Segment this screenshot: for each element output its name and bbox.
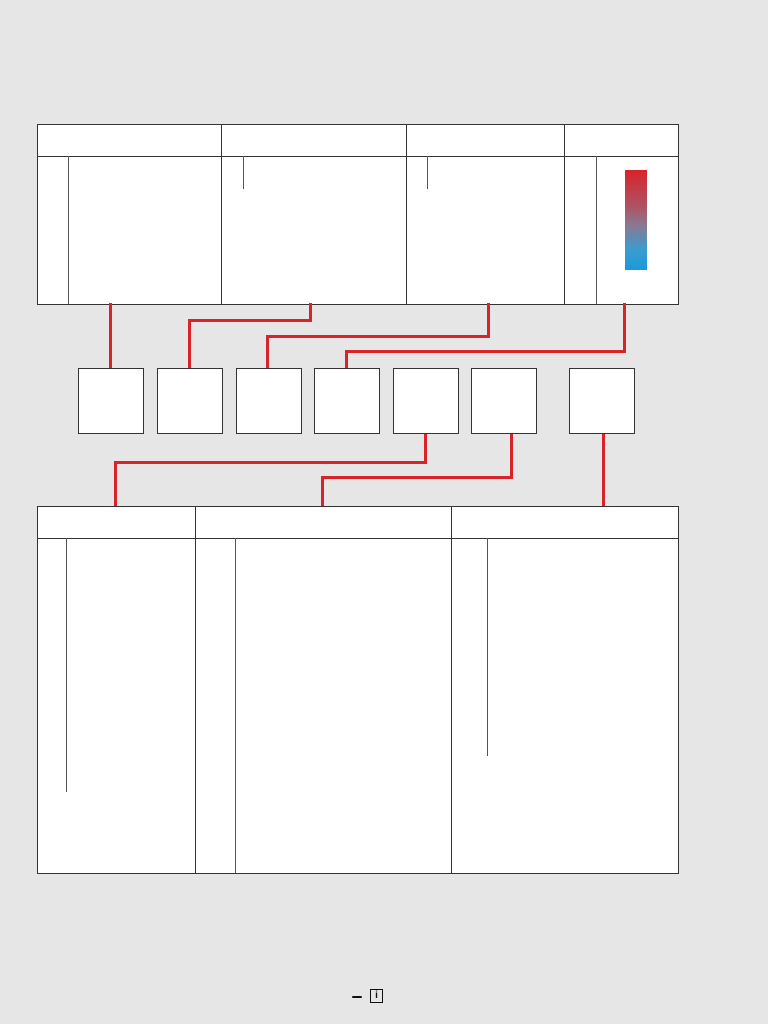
code-box-feature [471, 368, 537, 434]
connector-thread [109, 303, 112, 369]
connector-feature [510, 434, 513, 479]
code-box-gap [569, 368, 635, 434]
language-badge [352, 996, 362, 998]
code-box-resistor [236, 368, 302, 434]
code-box-reach [393, 368, 459, 434]
heat-gradient-bar [625, 170, 647, 270]
code-box-config [157, 368, 223, 434]
bottom-table [37, 506, 679, 874]
info-icon: i [370, 989, 383, 1003]
connector-heat [623, 303, 626, 353]
code-box-thread [78, 368, 144, 434]
connector-reach [424, 434, 427, 464]
connector-resistor [487, 303, 490, 338]
code-box-heat [314, 368, 380, 434]
top-table [37, 124, 679, 305]
connector-gap [602, 434, 605, 507]
footer [352, 987, 386, 1003]
